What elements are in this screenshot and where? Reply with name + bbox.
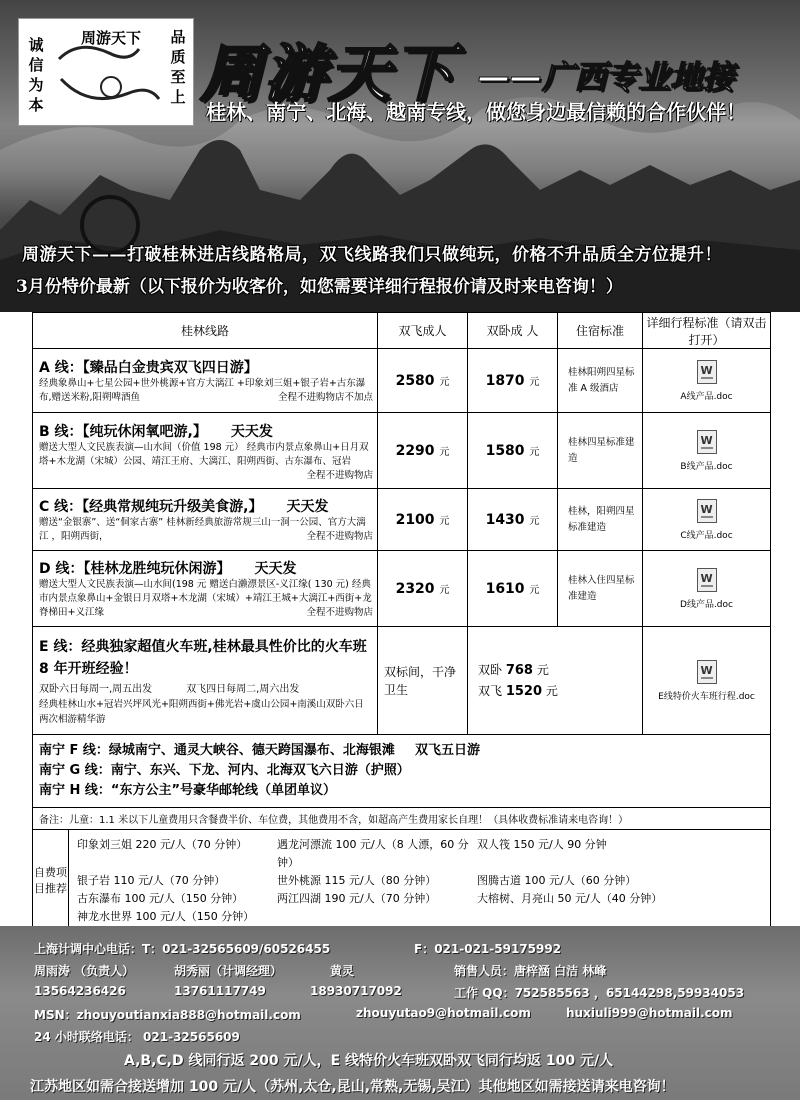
contact-phone-3: 18930717092 bbox=[310, 984, 402, 998]
logo-top-text: 周游天下 bbox=[81, 29, 142, 47]
col-header-route: 桂林线路 bbox=[33, 313, 378, 349]
extras-row bbox=[33, 830, 771, 933]
route-row-a bbox=[33, 349, 771, 413]
extra-item: 世外桃源 115 元/人（80 分钟） bbox=[277, 874, 437, 887]
extras-label: 自费项目推荐 bbox=[33, 830, 69, 932]
col-header-sleeper: 双卧成 人 bbox=[468, 313, 558, 349]
extras-grid bbox=[69, 830, 770, 932]
msn-email-1[interactable]: MSN：zhouyoutianxia888@hotmail.com bbox=[34, 1008, 301, 1022]
route-cell bbox=[33, 627, 378, 735]
route-suffix: 天天发 bbox=[286, 498, 329, 515]
table-header-row bbox=[33, 313, 771, 349]
price-fly: 2320 元 bbox=[378, 551, 468, 627]
nanning-routes-row bbox=[33, 735, 771, 808]
col-header-fly: 双飞成人 bbox=[378, 313, 468, 349]
route-row-d bbox=[33, 551, 771, 627]
route-row-e bbox=[33, 627, 771, 735]
route-title: E 线：经典独家超值火车班,桂林最具性价比的火车班 8 年开班经验！ bbox=[39, 638, 367, 677]
brand-subtitle: ——广西专业地接 bbox=[478, 58, 735, 96]
nanning-route-h: 南宁 H 线：“东方公主”号豪华邮轮线（单团单议） bbox=[39, 783, 337, 798]
route-suffix: 天天发 bbox=[254, 560, 297, 577]
contact-phone-2: 13761117749 bbox=[174, 984, 266, 998]
price-sleeper: 1610 元 bbox=[468, 551, 558, 627]
word-doc-icon[interactable] bbox=[697, 430, 717, 454]
route-desc: 经典桂林山水+冠岩兴坪风光+阳朔西街+佛光岩+虞山公园+南溪山双卧六日两次相游精华游 bbox=[39, 698, 364, 725]
word-doc-icon[interactable] bbox=[697, 568, 717, 592]
note-row bbox=[33, 808, 771, 830]
route-title: A 线：【臻品白金贵宾双飞四日游】 bbox=[39, 359, 258, 376]
doc-attachment-c[interactable]: W C线产品.doc bbox=[643, 489, 771, 551]
route-title: B 线：【纯玩休闲氧吧游,】 bbox=[39, 423, 207, 440]
slogan-line-1: 周游天下——打破桂林进店线路格局，双飞线路我们只做纯玩，价格不升品质全方位提升！ bbox=[22, 245, 722, 265]
msn-email-3[interactable]: huxiuli999@hotmail.com bbox=[566, 1006, 733, 1020]
route-cell bbox=[33, 413, 378, 489]
extra-item: 两江四湖 190 元/人（70 分钟） bbox=[277, 892, 437, 905]
word-doc-icon[interactable] bbox=[697, 360, 717, 384]
company-logo bbox=[18, 18, 194, 126]
col-header-hotel: 住宿标准 bbox=[558, 313, 643, 349]
hotline: 24 小时联络电话： 021-32565609 bbox=[34, 1030, 240, 1044]
contact-name-3: 黄灵 bbox=[330, 964, 355, 978]
logo-left-text: 诚信为本 bbox=[28, 36, 44, 114]
extra-item: 大榕树、月亮山 50 元/人（40 分钟） bbox=[477, 892, 663, 905]
fax-number: F：021-021-59175992 bbox=[414, 942, 562, 956]
doc-attachment-e[interactable]: W E线特价火车班行程.doc bbox=[643, 627, 771, 735]
doc-attachment-d[interactable]: W D线产品.doc bbox=[643, 551, 771, 627]
hero-banner bbox=[0, 0, 800, 312]
contact-name-2: 胡秀丽（计调经理） bbox=[174, 964, 283, 978]
logo-right-text: 品质至上 bbox=[170, 28, 186, 106]
route-suffix: 天天发 bbox=[230, 423, 273, 440]
price-sleeper: 1580 元 bbox=[468, 413, 558, 489]
hotel-standard: 桂林，阳朔四星标准建造 bbox=[558, 489, 643, 551]
route-schedule: 双卧六日每周一,周五出发 双飞四日每周二,周六出发 bbox=[39, 683, 300, 695]
nanning-routes bbox=[33, 735, 771, 808]
extra-item: 图腾古道 100 元/人（60 分钟） bbox=[477, 874, 637, 887]
routes-section bbox=[32, 312, 770, 933]
price-fly: 2290 元 bbox=[378, 413, 468, 489]
contact-name-1: 周雨涛 （负责人） bbox=[34, 964, 135, 978]
price-sleeper: 1430 元 bbox=[468, 489, 558, 551]
extra-item: 银子岩 110 元/人（70 分钟） bbox=[77, 874, 226, 887]
nanning-route-g: 南宁 G 线：南宁、东兴、下龙、河内、北海双飞六日游（护照） bbox=[39, 763, 410, 778]
route-cell bbox=[33, 551, 378, 627]
nanning-route-f: 南宁 F 线：绿城南宁、通灵大峡谷、德天跨国瀑布、北海银滩 双飞五日游 bbox=[39, 743, 480, 758]
msn-email-2[interactable]: zhouyutao9@hotmail.com bbox=[356, 1006, 531, 1020]
extra-item bbox=[477, 908, 764, 926]
hotel-standard: 桂林入住四星标准建造 bbox=[558, 551, 643, 627]
tagline: 桂林、南宁、北海、越南专线，做您身边最信赖的合作伙伴！ bbox=[206, 100, 746, 124]
contact-footer bbox=[0, 926, 800, 1100]
price-fly: 2100 元 bbox=[378, 489, 468, 551]
rebate-info: A,B,C,D 线同行返 200 元/人，E 线特价火车班双卧双飞同行均返 100 元/人 bbox=[124, 1053, 614, 1069]
work-qq: 工作 QQ：752585563 ，65144298,59934053 bbox=[454, 986, 745, 1000]
col-header-doc: 详细行程标准（请双击打开） bbox=[643, 313, 771, 349]
hotel-standard: 桂林四星标准建造 bbox=[558, 413, 643, 489]
route-note: 全程不进购物店 bbox=[306, 606, 373, 618]
price-fly: 2580 元 bbox=[378, 349, 468, 413]
contact-phone-1: 13564236426 bbox=[34, 984, 126, 998]
route-row-c bbox=[33, 489, 771, 551]
route-cell bbox=[33, 349, 378, 413]
route-note: 全程不进购物店不加点 bbox=[277, 391, 373, 403]
route-desc: 赠送“金银寨”、送“侗家古寨” 桂林新经典旅游常规三山一洞一公园、官方大漓江 ，阳朔西街， bbox=[39, 516, 366, 542]
route-note: 全程不进购物店 bbox=[306, 469, 373, 481]
route-note: 全程不进购物店 bbox=[306, 530, 373, 542]
hotel-standard: 桂林阳朔四星标准 A 级酒店 bbox=[558, 349, 643, 413]
jiangsu-transfer-info: 江苏地区如需合接送增加 100 元/人（苏州,太仓,昆山,常熟,无锡,吴江）其他地区如需接送请来电咨询！ bbox=[30, 1079, 675, 1095]
word-doc-icon[interactable] bbox=[697, 499, 717, 523]
route-desc: 赠送大型人文民族表演—山水间(198 元 赠送白濑漂景区-义江缘( 130 元) 经典市内景点象鼻山+金银日月双塔+木龙湖（宋城）+靖江王城+大漓江+西街+龙脊梯田+义江缘 bbox=[39, 578, 372, 618]
extra-item: 双人筏 150 元/人 90 分钟 bbox=[477, 838, 607, 851]
brand-title: 周游天下 bbox=[200, 37, 457, 110]
extra-item: 遇龙河漂流 100 元/人（8 人漂，60 分钟） bbox=[277, 838, 469, 869]
center-phone: 上海计调中心电话：T：021-32565609/60526455 bbox=[34, 942, 331, 956]
extra-item: 神龙水世界 100 元/人（150 分钟） bbox=[77, 910, 255, 923]
extra-item: 印象刘三姐 220 元/人（70 分钟） bbox=[77, 838, 248, 851]
price-sleeper: 1870 元 bbox=[468, 349, 558, 413]
route-cell bbox=[33, 489, 378, 551]
doc-attachment-a[interactable]: W A线产品.doc bbox=[643, 349, 771, 413]
routes-table bbox=[32, 312, 771, 933]
slogan-line-2: 3月份特价最新（以下报价为收客价，如您需要详细行程报价请及时来电咨询！） bbox=[16, 277, 623, 297]
route-desc: 经典象鼻山+七星公园+世外桃源+官方大漓江 +印象刘三姐+银子岩+古东瀑布,赠送米粉,阳朔啤酒鱼 bbox=[39, 377, 366, 403]
route-row-b bbox=[33, 413, 771, 489]
sales-staff: 销售人员：唐梓涵 白洁 林峰 bbox=[454, 964, 607, 978]
word-doc-icon[interactable] bbox=[697, 660, 717, 684]
route-desc: 赠送大型人文民族表演—山水间（价值 198 元） 经典市内景点象鼻山+日月双塔+木龙湖（宋城）公园、靖江王府、大漓江、阳朔西街、古东瀑布、冠岩 bbox=[39, 441, 369, 467]
doc-attachment-b[interactable]: W B线产品.doc bbox=[643, 413, 771, 489]
hotel-standard: 双标间，干净卫生 bbox=[378, 627, 468, 735]
dragon-logo-icon bbox=[19, 19, 195, 127]
route-title: D 线：【桂林龙胜纯玩休闲游】 bbox=[39, 560, 231, 577]
extra-item bbox=[277, 908, 477, 926]
extra-item: 古东瀑布 100 元/人（150 分钟） bbox=[77, 892, 244, 905]
route-title: C 线：【经典常规纯玩升级美食游,】 bbox=[39, 498, 263, 515]
price-e: 双卧 768 元 双飞 1520 元 bbox=[468, 627, 643, 735]
children-note: 备注：儿童：1.1 米以下儿童费用只含餐费半价、车位费，其他费用不含，如超高产生费用家长自理！（具体收费标准请来电咨询！） bbox=[33, 808, 771, 830]
